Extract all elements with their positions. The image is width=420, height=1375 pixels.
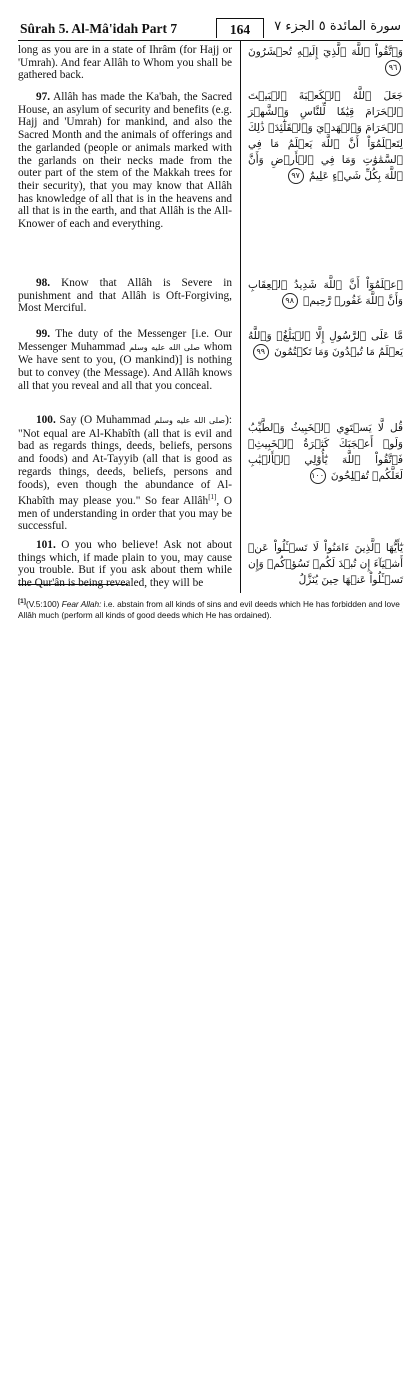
verse-text: The duty of the Messenger [i.e. Our Messenger Muhammad (18, 328, 233, 353)
verse-96-arabic (248, 44, 403, 76)
footnote-ref: (V.5:100) (25, 598, 60, 609)
footnote-lead: Fear Allah: (61, 598, 102, 609)
verse-98-arabic (248, 277, 403, 309)
arabic-text: مَّا عَلَى ٱلرَّسُولِ إِلَّا ٱلۡبَلَٰغُۗ وَٱللَّهُ يَعۡلَمُ مَا تُبۡدُونَ وَمَا تَكۡتُمُونَ (248, 330, 403, 358)
arabic-text: وَٱتَّقُواْ ٱللَّهَ ٱلَّذِيٓ إِلَيۡهِ تُحۡشَرُونَ (248, 46, 403, 58)
verse-text: , O men of understanding in order that you may be successful. (18, 494, 232, 533)
arabic-text: جَعَلَ ٱللَّهُ ٱلۡكَعۡبَةَ ٱلۡبَيۡتَ ٱلۡحَرَامَ قِيَٰمٗا لِّلنَّاسِ وَٱلشَّهۡرَ ٱلۡحَرَامَ وَٱلۡهَدۡيَ وَٱلۡقَلَٰٓئِدَۚ ذَٰلِكَ لِتَعۡلَمُوٓاْ أَنَّ ٱللَّهَ يَعۡلَمُ مَا فِي ٱلسَّمَٰوَٰتِ وَمَا فِي ٱلۡأَرۡضِ وَأَنَّ ٱللَّهَ بِكُلِّ شَيۡءٍ عَلِيمٌ (248, 90, 403, 182)
verse-text: Allâh has made the Ka'bah, the Sacred House, an asylum of security and benefits (e.g. Hajj and 'Umrah) for mankind, and also the Sacred Month and the animals of offerings and the garlanded (people or animals marked with the garlands on their necks made from the outer part of the stem of the Makkah trees for their security), that you may know that Allâh has knowledge of all that is in the heavens and all that is in the earth, and that Allâh is the All-Knower of each and everything. (18, 91, 233, 231)
verse-96-translation (18, 44, 232, 82)
footnote-text: i.e. abstain from all kinds of sins and evil deeds which He has forbidden and love Allâh much (perform all kinds of good deeds which He has ordained). (18, 598, 400, 620)
verse-text: Know that Allâh is Severe in punishment and that Allâh is Oft-Forgiving, Most Merciful. (18, 277, 232, 315)
verse-98-translation (18, 277, 232, 315)
verse-101-arabic (248, 540, 403, 588)
verse-text: long as you are in a state of Ihrâm (for Hajj or 'Umrah). And fear Allâh to Whom you shall be gathered back. (18, 44, 232, 82)
verse-97-arabic (248, 88, 403, 184)
verse-97-translation (18, 91, 232, 231)
quran-page (18, 18, 403, 620)
arabic-text: ٱعۡلَمُوٓاْ أَنَّ ٱللَّهَ شَدِيدُ ٱلۡعِقَابِ وَأَنَّ ٱللَّهَ غَفُورٞ رَّحِيمٞ (248, 279, 403, 307)
verse-number: 97. (36, 91, 51, 103)
verse-number: 100. (36, 414, 56, 426)
footnote-marker: [1] (208, 493, 217, 502)
footnote-rule (18, 584, 128, 585)
footnote (18, 596, 403, 621)
page-header (18, 18, 403, 41)
surah-title: Sûrah 5. Al-Mâ'idah Part 7 (20, 21, 178, 36)
column-divider (240, 40, 241, 593)
verse-end-marker: ٩٨ (282, 293, 298, 309)
verse-text: whom We have sent to you, (O mankind)] is nothing but to convey (the Message). And Allâh knows all that you reveal and all that you conceal. (18, 340, 232, 392)
arabic-text: يَٰٓأَيُّهَا ٱلَّذِينَ ءَامَنُواْ لَا تَسۡـَٔلُواْ عَنۡ أَشۡيَآءَ إِن تُبۡدَ لَكُمۡ تَسُؤۡكُمۡ وَإِن تَسۡـَٔلُواْ عَنۡهَا حِينَ يُنَزَّلُ (248, 542, 403, 586)
verse-number: 99. (36, 328, 51, 340)
arabic-text: قُل لَّا يَسۡتَوِي ٱلۡخَبِيثُ وَٱلطَّيِّبُ وَلَوۡ أَعۡجَبَكَ كَثۡرَةُ ٱلۡخَبِيثِۚ فَٱتَّقُواْ ٱللَّهَ يَٰٓأُوْلِي ٱلۡأَلۡبَٰبِ لَعَلَّكُمۡ تُفۡلِحُونَ (248, 422, 403, 482)
salutation-symbol: صلى الله عليه وسلم (154, 416, 226, 425)
page-number: 164 (216, 18, 264, 38)
verse-end-marker: ١٠٠ (310, 468, 326, 484)
verse-end-marker: ٩٦ (385, 60, 401, 76)
verse-100-translation (18, 414, 232, 533)
verse-number: 101. (36, 539, 56, 551)
verse-end-marker: ٩٩ (253, 344, 269, 360)
verse-number: 98. (36, 277, 51, 289)
verse-text: Say (O Muhammad (59, 414, 151, 426)
verse-101-translation (18, 539, 232, 590)
verse-99-translation (18, 328, 232, 393)
verse-100-arabic (248, 420, 403, 484)
verse-text: ): "Not equal are Al-Khabîth (all that is evil and bad as regards things, deeds, beliefs, persons and foods) and At-Tayyib (all that is good as regards things, deeds, beliefs, persons and foods), even though the abundance of Al-Khabîth may please you." So fear Allâh (18, 414, 233, 507)
verse-text: O you who believe! Ask not about things which, if made plain to you, may cause you trouble. But if you ask about them while the Qur'ân is being revealed, they will be (18, 539, 232, 590)
footnote-marker: [1] (18, 598, 26, 605)
salutation-symbol: صلى الله عليه وسلم (129, 342, 200, 352)
arabic-surah-title: سورة المائدة ٥ الجزء ٧ (274, 19, 401, 34)
verse-end-marker: ٩٧ (288, 168, 304, 184)
verse-99-arabic (248, 328, 403, 360)
